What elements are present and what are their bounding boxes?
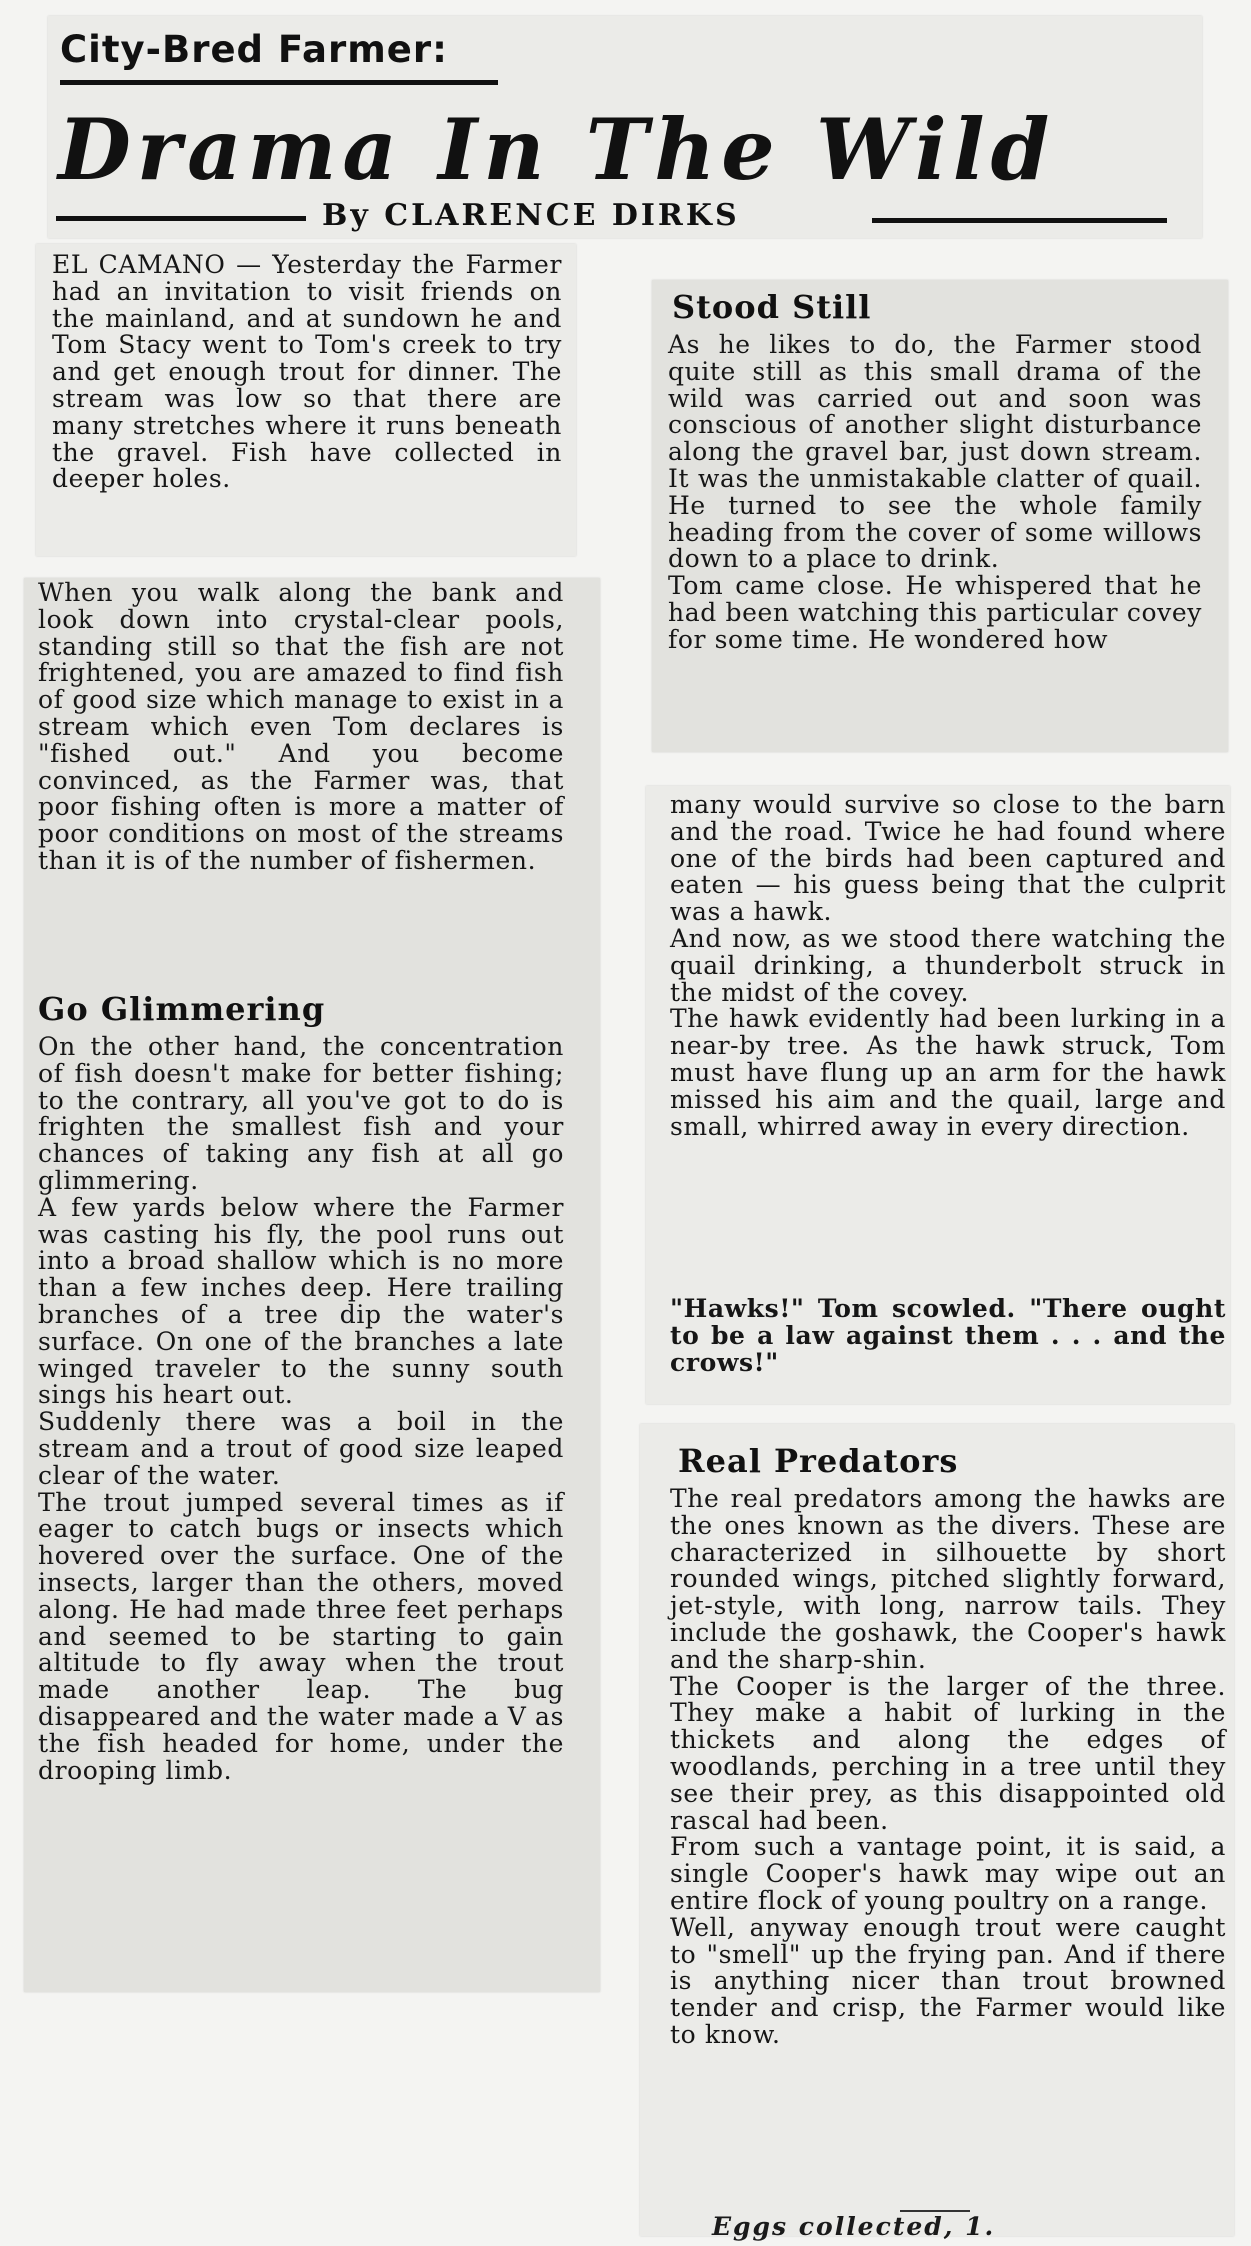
article-paragraph: When you walk along the bank and look down into crystal-clear pools, standing still so that the fish are not frightened, you are amazed to find fish of good size which manage to exist in a stream which even Tom declares is "fished out." And you become convinced, as the Farmer was, that poor fishing often is more a matter of poor conditions on most of the streams than it is of the number of fishermen.: [38, 578, 564, 875]
subheading: Stood Still: [672, 288, 872, 326]
pull-quote: "Hawks!" Tom scowled. "There ought to be a law against them . . . and the crows!": [670, 1294, 1226, 1377]
article-paragraph: many would survive so close to the barn and the road. Twice he had found where one of the birds had been captured and eaten — his guess being that the culprit was a hawk. And now, as we stood there watching the quail drinking, a thunderbolt struck in the midst of the covey. The hawk evidently had been lurking in a near-by tree. As the hawk struck, Tom must have flung up an arm for the hawk missed his aim and the quail, large and small, whirred away in every direction.: [670, 790, 1226, 1141]
kicker: City-Bred Farmer:: [60, 28, 448, 71]
article-paragraph: The real predators among the hawks are the ones known as the divers. These are characterized in silhouette by short rounded wings, pitched slightly forward, jet-style, with long, narrow tails. They include the goshawk, the Cooper's hawk and the sharp-shin. The Cooper is the larger of the three. They make a habit of lurking in the thickets and along the edges of woodlands, perching in a tree until they see their prey, as this disappointed old rascal had been. From such a vantage point, it is said, a single Cooper's hawk may wipe out an entire flock of young poultry on a range. Well, anyway enough trout were caught to "smell" up the frying pan. And if there is anything nicer than trout browned tender and crisp, the Farmer would like to know.: [670, 1484, 1226, 2049]
byline: By CLARENCE DIRKS: [322, 198, 740, 233]
footer-note: Eggs collected, 1.: [712, 2212, 996, 2241]
subheading: Real Predators: [678, 1442, 959, 1480]
headline: Drama In The Wild: [58, 100, 1056, 199]
subheading: Go Glimmering: [38, 990, 326, 1028]
article-paragraph: As he likes to do, the Farmer stood quite still as this small drama of the wild was carried out and soon was conscious of another slight disturbance along the gravel bar, just down stream. It was the unmistakable clatter of quail. He turned to see the whole family heading from the cover of some willows down to a place to drink. Tom came close. He whispered that he had been watching this particular covey for some time. He wondered how: [668, 330, 1202, 654]
byline-rule-right: [872, 218, 1167, 223]
byline-rule-left: [56, 216, 306, 221]
article-paragraph: On the other hand, the concentration of fish doesn't make for better fishing; to the contrary, all you've got to do is frighten the smallest fish and your chances of taking any fish at all go glimmering. A few yards below where the Farmer was casting his fly, the pool runs out into a broad shallow which is no more than a few inches deep. Here trailing branches of a tree dip the water's surface. On one of the branches a late winged traveler to the sunny south sings his heart out. Suddenly there was a boil in the stream and a trout of good size leaped clear of the water. The trout jumped several times as if eager to catch bugs or insects which hovered over the surface. One of the insects, larger than the others, moved along. He had made three feet perhaps and seemed to be starting to gain altitude to fly away when the trout made another leap. The bug disappeared and the water made a V as the fish headed for home, under the drooping limb.: [38, 1032, 564, 1785]
kicker-rule: [60, 80, 498, 85]
article-paragraph: EL CAMANO — Yesterday the Farmer had an invitation to visit friends on the mainland, and at sundown he and Tom Stacy went to Tom's creek to try and get enough trout for dinner. The stream was low so that there are many stretches where it runs beneath the gravel. Fish have collected in deeper holes.: [52, 250, 562, 494]
